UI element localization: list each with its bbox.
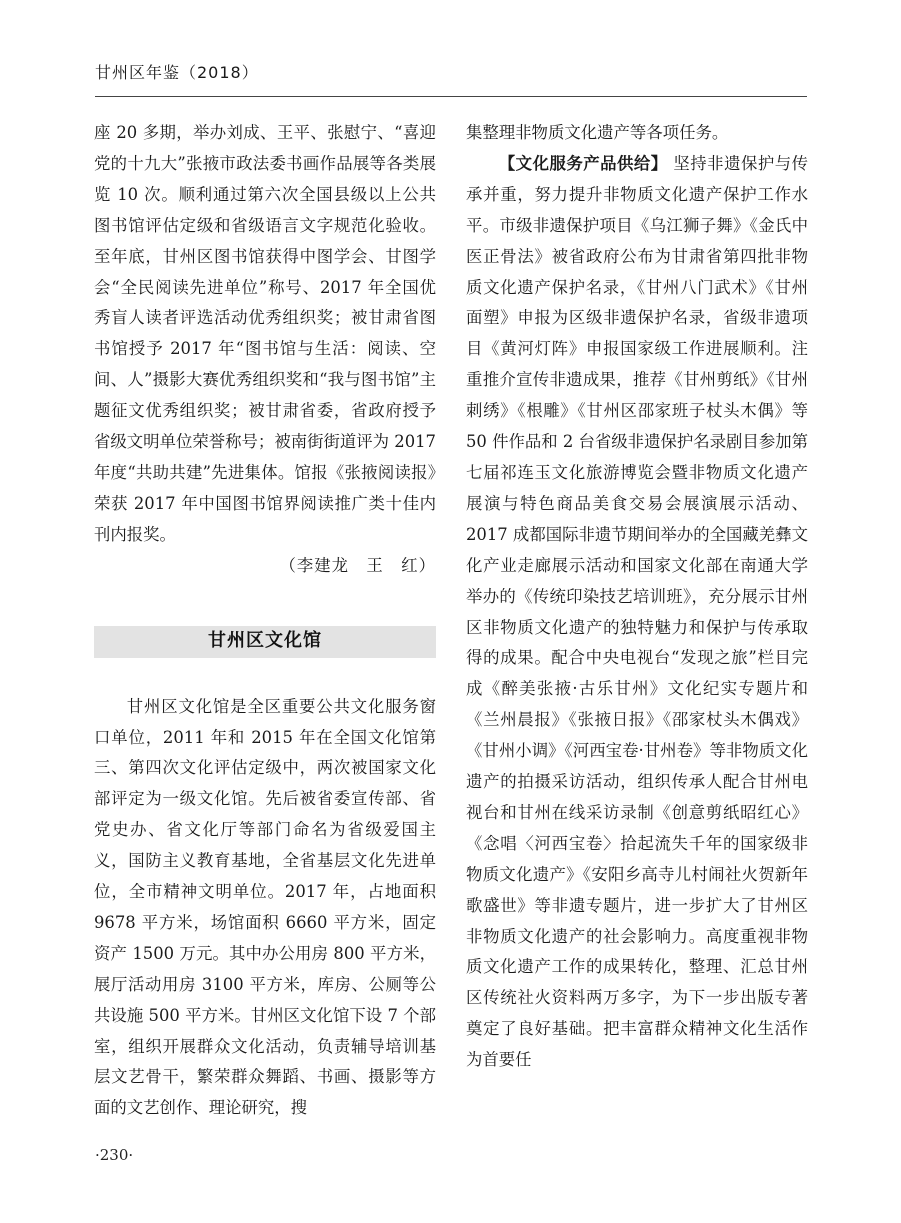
header-rule [95,96,807,97]
paragraph-culture-center-intro: 甘州区文化馆是全区重要公共文化服务窗口单位，2011 年和 2015 年在全国文化馆第三、第四次文化评估定级中，两次被国家文化部评定为一级文化馆。先后被省委宣传部、省党史办、省文化厅等部门命名为省级爱国主义，国防主义教育基地，全省基层文化先进单位，全市精神文明单位。2017 年，占地面积 9678 平方米，场馆面积 6660 平方米，固定资产 1500 万元。其中办公用房 800 平方米，展厅活动用房 3100 平方米，库房、公厕等公共设施 500 平方米。甘州区文化馆下设 7 个部室，组织开展群众文化活动，负责辅导培训基层文艺骨干，繁荣群众舞蹈、书画、摄影等方面的文艺创作、理论研究，搜 [94,696,436,1118]
paragraph-tasks-continued: 集整理非物质文化遗产等各项任务。 [466,123,729,142]
author-credit: （李建龙 王 红） [279,555,436,575]
running-head-title: 甘州区年鉴（2018） [95,63,259,82]
right-column [466,118,808,1076]
paragraph-service-supply-body: 坚持非遗保护与传承并重，努力提升非物质文化遗产保护工作水平。市级非遗保护项目《乌江狮子舞》《金氏中医正骨法》被省政府公布为甘肃省第四批非物质文化遗产保护名录，《甘州八门武术》《甘州面塑》申报为区级非遗保护名录，省级非遗项目《黄河灯阵》申报国家级工作进展顺利。注重推介宣传非遗成果，推荐《甘州剪纸》《甘州刺绣》《根雕》《甘州区邵家班子杖头木偶》等 50 件作品和 2 台省级非遗保护名录剧目参加第七届祁连玉文化旅游博览会暨非物质文化遗产展演与特色商品美食交易会展演展示活动、2017 成都国际非遗节期间举办的全国藏羌彝文化产业走廊展示活动和国家文化部在南通大学举办的《传统印染技艺培训班》，充分展示甘州区非物质文化遗产的独特魅力和保护与传承取得的成果。配合中央电视台“发现之旅”栏目完成《醉美张掖·古乐甘州》文化纪实专题片和《兰州晨报》《张掖日报》《邵家杖头木偶戏》《甘州小调》《河西宝卷·甘州卷》等非物质文化遗产的拍摄采访活动，组织传承人配合甘州电视台和甘州在线采访录制《创意剪纸昭红心》《念唱〈河西宝卷〉拾起流失千年的国家级非物质文化遗产》《安阳乡高寺儿村闹社火贺新年歌盛世》等非遗专题片，进一步扩大了甘州区非物质文化遗产的社会影响力。高度重视非物质文化遗产工作的成果转化，整理、汇总甘州区传统社火资料两万多字，为下一步出版专著奠定了良好基础。把丰富群众精神文化生活作为首要任 [466,153,809,1070]
subsection-label: 【文化服务产品供给】 [498,153,668,173]
left-column [94,118,436,1124]
section-heading-bar [94,626,436,658]
paragraph-service-supply [466,149,808,1076]
paragraph-library-continued: 座 20 多期，举办刘成、王平、张慰宁、“喜迎党的十九大”张掖市政法委书画作品展等各类展览 10 次。顺利通过第六次全国县级以上公共图书馆评估定级和省级语言文字规范化验收。至年底，甘州区图书馆获得中图学会、甘图学会“全民阅读先进单位”称号、2017 年全国优秀盲人读者评选活动优秀组织奖；被甘肃省图书馆授予 2017 年“图书馆与生活：阅读、空间、人”摄影大赛优秀组织奖和“我与图书馆”主题征文优秀组织奖；被甘肃省委，省政府授予省级文明单位荣誉称号；被南街街道评为 2017 年度“共助共建”先进集体。馆报《张掖阅读报》荣获 2017 年中国图书馆界阅读推广类十佳内刊内报奖。 [94,123,436,544]
section-title: 甘州区文化馆 [208,630,322,652]
page-number: ·230· [95,1146,134,1164]
